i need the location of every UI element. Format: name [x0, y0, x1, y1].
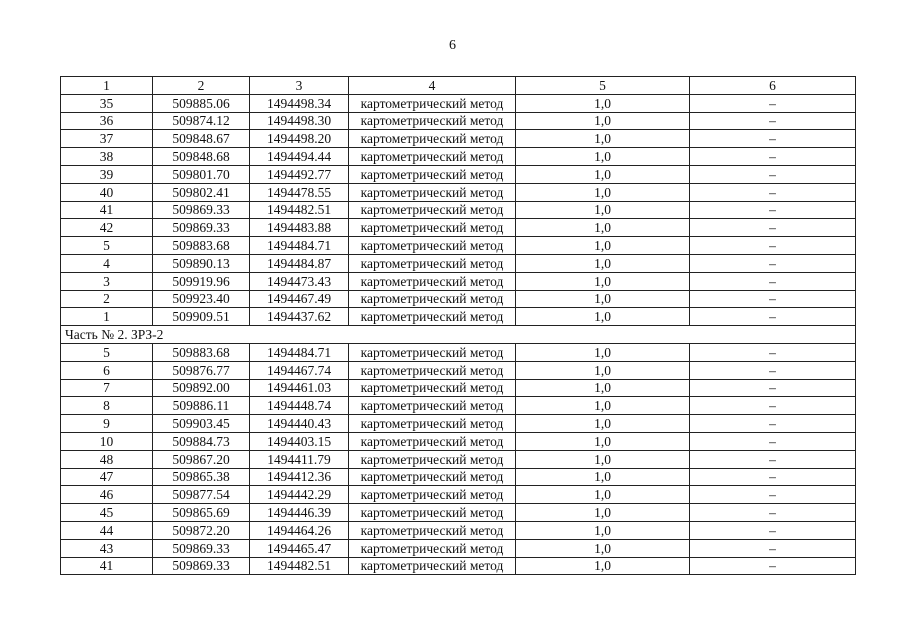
y-coordinate-cell: 1494467.49: [250, 290, 349, 308]
point-number-cell: 48: [61, 450, 153, 468]
description-cell: –: [690, 148, 856, 166]
y-coordinate-cell: 1494482.51: [250, 201, 349, 219]
description-cell: –: [690, 183, 856, 201]
method-cell: картометрический метод: [349, 183, 516, 201]
y-coordinate-cell: 1494498.20: [250, 130, 349, 148]
point-number-cell: 37: [61, 130, 153, 148]
method-cell: картометрический метод: [349, 521, 516, 539]
section-row: [61, 326, 856, 344]
description-cell: –: [690, 415, 856, 433]
method-cell: картометрический метод: [349, 379, 516, 397]
x-coordinate-cell: 509919.96: [153, 272, 250, 290]
y-coordinate-cell: 1494461.03: [250, 379, 349, 397]
y-coordinate-cell: 1494498.30: [250, 112, 349, 130]
x-coordinate-cell: 509890.13: [153, 254, 250, 272]
method-cell: картометрический метод: [349, 308, 516, 326]
accuracy-cell: 1,0: [516, 272, 690, 290]
header-cell: 1: [61, 77, 153, 95]
method-cell: картометрический метод: [349, 272, 516, 290]
coordinates-table: [60, 76, 856, 575]
x-coordinate-cell: 509909.51: [153, 308, 250, 326]
table-row: [61, 557, 856, 575]
method-cell: картометрический метод: [349, 397, 516, 415]
point-number-cell: 38: [61, 148, 153, 166]
header-cell: 5: [516, 77, 690, 95]
point-number-cell: 42: [61, 219, 153, 237]
x-coordinate-cell: 509869.33: [153, 201, 250, 219]
description-cell: –: [690, 343, 856, 361]
description-cell: –: [690, 397, 856, 415]
table-row: [61, 379, 856, 397]
y-coordinate-cell: 1494437.62: [250, 308, 349, 326]
method-cell: картометрический метод: [349, 361, 516, 379]
table-row: [61, 219, 856, 237]
description-cell: –: [690, 94, 856, 112]
table-row: [61, 415, 856, 433]
method-cell: картометрический метод: [349, 468, 516, 486]
method-cell: картометрический метод: [349, 165, 516, 183]
header-cell: 6: [690, 77, 856, 95]
accuracy-cell: 1,0: [516, 254, 690, 272]
point-number-cell: 5: [61, 237, 153, 255]
table-row: [61, 254, 856, 272]
accuracy-cell: 1,0: [516, 521, 690, 539]
point-number-cell: 43: [61, 539, 153, 557]
description-cell: –: [690, 379, 856, 397]
description-cell: –: [690, 486, 856, 504]
table-row: [61, 165, 856, 183]
accuracy-cell: 1,0: [516, 379, 690, 397]
description-cell: –: [690, 450, 856, 468]
table-row: [61, 343, 856, 361]
point-number-cell: 7: [61, 379, 153, 397]
point-number-cell: 46: [61, 486, 153, 504]
accuracy-cell: 1,0: [516, 165, 690, 183]
accuracy-cell: 1,0: [516, 450, 690, 468]
table-row: [61, 272, 856, 290]
table-row: [61, 504, 856, 522]
accuracy-cell: 1,0: [516, 557, 690, 575]
table-row: [61, 94, 856, 112]
description-cell: –: [690, 361, 856, 379]
y-coordinate-cell: 1494448.74: [250, 397, 349, 415]
accuracy-cell: 1,0: [516, 201, 690, 219]
x-coordinate-cell: 509848.67: [153, 130, 250, 148]
description-cell: –: [690, 219, 856, 237]
method-cell: картометрический метод: [349, 539, 516, 557]
point-number-cell: 4: [61, 254, 153, 272]
point-number-cell: 44: [61, 521, 153, 539]
x-coordinate-cell: 509885.06: [153, 94, 250, 112]
y-coordinate-cell: 1494440.43: [250, 415, 349, 433]
x-coordinate-cell: 509883.68: [153, 343, 250, 361]
x-coordinate-cell: 509884.73: [153, 432, 250, 450]
y-coordinate-cell: 1494494.44: [250, 148, 349, 166]
accuracy-cell: 1,0: [516, 361, 690, 379]
y-coordinate-cell: 1494467.74: [250, 361, 349, 379]
section-title: Часть № 2. ЗРЗ-2: [61, 326, 856, 344]
x-coordinate-cell: 509869.33: [153, 539, 250, 557]
description-cell: –: [690, 130, 856, 148]
method-cell: картометрический метод: [349, 504, 516, 522]
method-cell: картометрический метод: [349, 112, 516, 130]
table-row: [61, 486, 856, 504]
accuracy-cell: 1,0: [516, 539, 690, 557]
accuracy-cell: 1,0: [516, 130, 690, 148]
y-coordinate-cell: 1494484.71: [250, 343, 349, 361]
method-cell: картометрический метод: [349, 201, 516, 219]
y-coordinate-cell: 1494484.71: [250, 237, 349, 255]
y-coordinate-cell: 1494492.77: [250, 165, 349, 183]
y-coordinate-cell: 1494482.51: [250, 557, 349, 575]
y-coordinate-cell: 1494412.36: [250, 468, 349, 486]
method-cell: картометрический метод: [349, 148, 516, 166]
x-coordinate-cell: 509802.41: [153, 183, 250, 201]
accuracy-cell: 1,0: [516, 219, 690, 237]
header-cell: 3: [250, 77, 349, 95]
method-cell: картометрический метод: [349, 237, 516, 255]
method-cell: картометрический метод: [349, 254, 516, 272]
accuracy-cell: 1,0: [516, 486, 690, 504]
description-cell: –: [690, 504, 856, 522]
point-number-cell: 35: [61, 94, 153, 112]
point-number-cell: 2: [61, 290, 153, 308]
x-coordinate-cell: 509869.33: [153, 557, 250, 575]
description-cell: –: [690, 521, 856, 539]
x-coordinate-cell: 509867.20: [153, 450, 250, 468]
point-number-cell: 1: [61, 308, 153, 326]
table-row: [61, 361, 856, 379]
description-cell: –: [690, 165, 856, 183]
method-cell: картометрический метод: [349, 94, 516, 112]
x-coordinate-cell: 509923.40: [153, 290, 250, 308]
table-row: [61, 450, 856, 468]
description-cell: –: [690, 290, 856, 308]
accuracy-cell: 1,0: [516, 504, 690, 522]
description-cell: –: [690, 237, 856, 255]
point-number-cell: 47: [61, 468, 153, 486]
point-number-cell: 3: [61, 272, 153, 290]
table-row: [61, 290, 856, 308]
y-coordinate-cell: 1494446.39: [250, 504, 349, 522]
x-coordinate-cell: 509892.00: [153, 379, 250, 397]
point-number-cell: 39: [61, 165, 153, 183]
y-coordinate-cell: 1494484.87: [250, 254, 349, 272]
y-coordinate-cell: 1494473.43: [250, 272, 349, 290]
accuracy-cell: 1,0: [516, 94, 690, 112]
accuracy-cell: 1,0: [516, 397, 690, 415]
x-coordinate-cell: 509869.33: [153, 219, 250, 237]
x-coordinate-cell: 509883.68: [153, 237, 250, 255]
table-row: [61, 308, 856, 326]
point-number-cell: 5: [61, 343, 153, 361]
x-coordinate-cell: 509876.77: [153, 361, 250, 379]
description-cell: –: [690, 468, 856, 486]
x-coordinate-cell: 509903.45: [153, 415, 250, 433]
y-coordinate-cell: 1494411.79: [250, 450, 349, 468]
accuracy-cell: 1,0: [516, 432, 690, 450]
table-row: [61, 201, 856, 219]
table-body: [61, 77, 856, 575]
method-cell: картометрический метод: [349, 415, 516, 433]
point-number-cell: 41: [61, 201, 153, 219]
point-number-cell: 40: [61, 183, 153, 201]
x-coordinate-cell: 509865.38: [153, 468, 250, 486]
method-cell: картометрический метод: [349, 557, 516, 575]
point-number-cell: 41: [61, 557, 153, 575]
table-row: [61, 539, 856, 557]
point-number-cell: 6: [61, 361, 153, 379]
accuracy-cell: 1,0: [516, 290, 690, 308]
accuracy-cell: 1,0: [516, 415, 690, 433]
x-coordinate-cell: 509874.12: [153, 112, 250, 130]
table-row: [61, 183, 856, 201]
point-number-cell: 36: [61, 112, 153, 130]
x-coordinate-cell: 509872.20: [153, 521, 250, 539]
x-coordinate-cell: 509886.11: [153, 397, 250, 415]
description-cell: –: [690, 201, 856, 219]
method-cell: картометрический метод: [349, 290, 516, 308]
x-coordinate-cell: 509801.70: [153, 165, 250, 183]
accuracy-cell: 1,0: [516, 148, 690, 166]
table-row: [61, 112, 856, 130]
x-coordinate-cell: 509877.54: [153, 486, 250, 504]
y-coordinate-cell: 1494498.34: [250, 94, 349, 112]
accuracy-cell: 1,0: [516, 308, 690, 326]
method-cell: картометрический метод: [349, 130, 516, 148]
table-row: [61, 130, 856, 148]
header-cell: 4: [349, 77, 516, 95]
x-coordinate-cell: 509865.69: [153, 504, 250, 522]
table-row: [61, 397, 856, 415]
description-cell: –: [690, 272, 856, 290]
point-number-cell: 10: [61, 432, 153, 450]
table-row: [61, 521, 856, 539]
description-cell: –: [690, 254, 856, 272]
accuracy-cell: 1,0: [516, 183, 690, 201]
description-cell: –: [690, 308, 856, 326]
method-cell: картометрический метод: [349, 486, 516, 504]
description-cell: –: [690, 557, 856, 575]
method-cell: картометрический метод: [349, 432, 516, 450]
table-row: [61, 148, 856, 166]
table-row: [61, 468, 856, 486]
y-coordinate-cell: 1494464.26: [250, 521, 349, 539]
y-coordinate-cell: 1494483.88: [250, 219, 349, 237]
method-cell: картометрический метод: [349, 219, 516, 237]
header-cell: 2: [153, 77, 250, 95]
header-row: [61, 77, 856, 95]
table-row: [61, 432, 856, 450]
accuracy-cell: 1,0: [516, 343, 690, 361]
point-number-cell: 9: [61, 415, 153, 433]
accuracy-cell: 1,0: [516, 468, 690, 486]
point-number-cell: 8: [61, 397, 153, 415]
method-cell: картометрический метод: [349, 343, 516, 361]
description-cell: –: [690, 112, 856, 130]
point-number-cell: 45: [61, 504, 153, 522]
accuracy-cell: 1,0: [516, 112, 690, 130]
y-coordinate-cell: 1494478.55: [250, 183, 349, 201]
page-number: 6: [449, 38, 456, 53]
description-cell: –: [690, 432, 856, 450]
y-coordinate-cell: 1494403.15: [250, 432, 349, 450]
y-coordinate-cell: 1494465.47: [250, 539, 349, 557]
table-row: [61, 237, 856, 255]
description-cell: –: [690, 539, 856, 557]
x-coordinate-cell: 509848.68: [153, 148, 250, 166]
accuracy-cell: 1,0: [516, 237, 690, 255]
method-cell: картометрический метод: [349, 450, 516, 468]
y-coordinate-cell: 1494442.29: [250, 486, 349, 504]
